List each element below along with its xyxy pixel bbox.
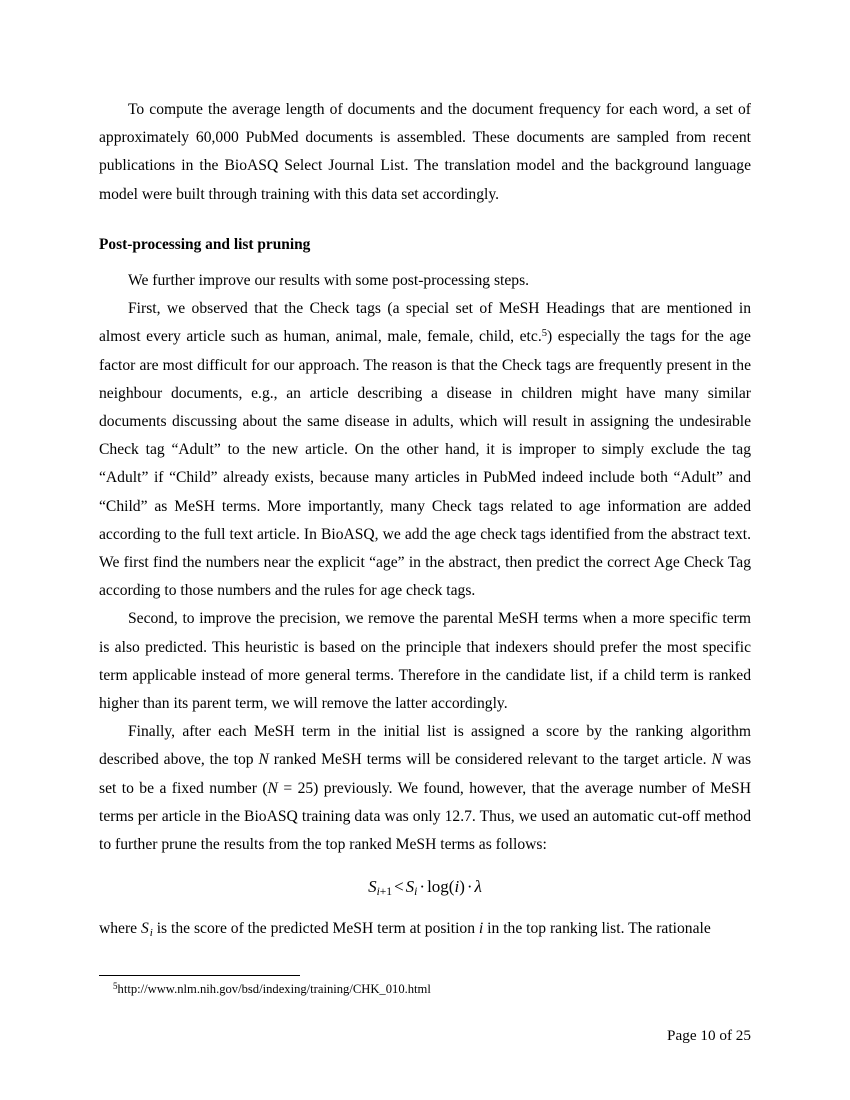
inline-math-s: S (141, 920, 149, 938)
paragraph-first-part-a: First, we observed that the Check tags (a special set of MeSH Headings that are mentioned in almost every article such as human, animal, male, female, child, etc. (99, 300, 751, 346)
equation-subscript-i-right: i (414, 885, 418, 899)
paragraph-spacer (99, 209, 751, 231)
paragraph-first-check-tags (99, 295, 751, 605)
footnote-entry-5 (99, 981, 751, 997)
equation-paren-close: ) (459, 877, 465, 897)
paragraph-where-part-c: in the top ranking list. The rationale (483, 920, 711, 938)
equation-lambda-symbol: λ (474, 877, 482, 897)
display-equation-score-cutoff (99, 859, 751, 915)
footnote-number: 5 (113, 981, 118, 992)
equation-log-argument-i: i (454, 877, 460, 897)
paragraph-where-part-a: where (99, 920, 141, 938)
footnote-url[interactable]: http://www.nlm.nih.gov/bsd/indexing/training/CHK_010.html (117, 982, 431, 996)
paragraph-second-precision: Second, to improve the precision, we remove the parental MeSH terms when a more specific term is also predicted. This heuristic is based on the principle that indexers should prefer the most specific term applicable instead of more general terms. Therefore in the candidate list, if a child term is ranked higher than its parent term, we will remove the latter accordingly. (99, 610, 751, 713)
page-content (99, 96, 751, 944)
equation-subscript-i-plus-1 (377, 885, 393, 898)
paragraph-finally-part-c: was set to be a fixed number ( (99, 751, 752, 797)
inline-math-n-1: N (258, 751, 269, 769)
page-number-footer: Page 10 of 25 (667, 1027, 751, 1044)
section-heading-post-processing: Post-processing and list pruning (99, 235, 311, 253)
equation-dot-operator-1: · (419, 877, 426, 897)
paragraph-finally-cutoff (99, 718, 751, 859)
equation-dot-operator-2: · (466, 877, 473, 897)
paragraph-average-length: To compute the average length of documents and the document frequency for each word, a set of approximately 60,000 PubMed documents is assembled. These documents are sampled from recent publications in the BioASQ Select Journal List. The translation model and the background language model were built through training with this data set accordingly. (99, 101, 751, 203)
equation-less-than-operator: < (394, 877, 404, 897)
footnote-section (99, 975, 751, 997)
inline-math-subscript-i: i (149, 927, 153, 940)
equation-paren-open: ( (448, 877, 455, 897)
paragraph-finally-part-b: ranked MeSH terms will be considered relevant to the target article. (268, 751, 712, 769)
inline-math-i-position: i (478, 920, 484, 938)
footnote-separator-rule (99, 975, 300, 976)
heading-spacer (99, 259, 751, 267)
equation-sub-i-left: i (376, 885, 380, 899)
equation-log-function: log (427, 877, 449, 897)
equation-s-right: S (405, 877, 415, 897)
equation-s-left: S (368, 877, 377, 897)
paragraph-first-part-b: ) especially the tags for the age factor are most difficult for our approach. The reason is that the Check tags are frequently present in the neighbour documents, e.g., an article describing a disease in children might have many similar documents discussing about the same disease in adults, which will result in assigning the undesirable Check tag “Adult” to the new article. On the other hand, it is improper to simply exclude the tag “Adult” if “Child” already exists, because many articles in PubMed indeed include both “Adult” and “Child” as MeSH terms. More importantly, many Check tags related to age information are added according to the full text article. In BioASQ, we add the age check tags identified from the abstract text. We first find the numbers near the explicit “age” in the abstract, then predict the correct Age Check Tag according to those numbers and the rules for age check tags. (99, 328, 751, 600)
equation-sub-plus-one: +1 (379, 885, 393, 899)
paragraph-finally-part-d: = 25) previously. We found, however, that the average number of MeSH terms per article in the BioASQ training data was only 12.7. Thus, we used an automatic cut-off method to further prune the results from the top ranked MeSH terms as follows: (99, 779, 751, 854)
paragraph-intro-post-processing: We further improve our results with some post-processing steps. (128, 272, 530, 290)
paragraph-where-part-b: is the score of the predicted MeSH term at position (152, 920, 479, 938)
inline-math-n-3: N (267, 779, 278, 797)
inline-math-n-2: N (711, 751, 722, 769)
paragraph-finally-part-a: Finally, after each MeSH term in the initial list is assigned a score by the ranking algorithm described above, the top (99, 723, 751, 769)
footnote-reference-marker[interactable]: 5 (541, 328, 548, 340)
paragraph-where-definition (99, 915, 751, 943)
